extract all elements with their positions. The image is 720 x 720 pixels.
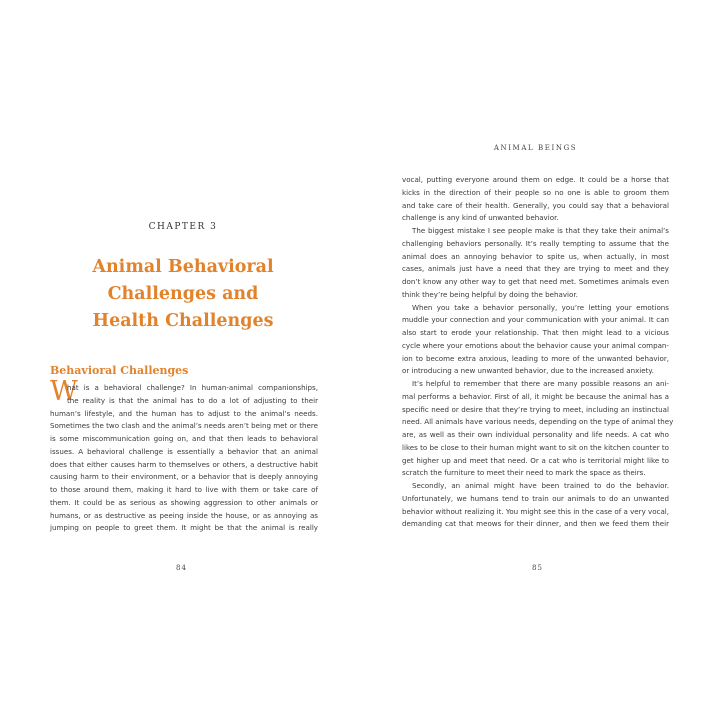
text-line: challenging behaviors personally. It’s really tempting to assume that the xyxy=(402,238,669,248)
text-line: Secondly, an animal might have been trained to do the behavior. xyxy=(412,481,669,490)
drop-cap: W xyxy=(50,376,78,407)
text-line: cycle where your emotions about the behavior cause your animal compan- xyxy=(402,340,669,350)
text-line: It’s helpful to remember that there are many possible reasons an ani- xyxy=(412,379,669,388)
text-line: causing harm to their environment, or a behavior that is deeply annoying xyxy=(50,472,318,482)
running-head: ANIMAL BEINGS xyxy=(493,144,578,152)
text-line: humans, or as destructive as peeing inside the house, or as annoying as xyxy=(50,510,318,520)
text-line: to those around them, making it hard to live with them or take care of xyxy=(50,485,318,494)
text-line: kicks in the direction of their people so no one is able to groom them xyxy=(402,187,669,197)
text-line: the reality is that the animal has to do a lot of adjusting to their xyxy=(67,395,318,405)
text-line: cases, animals just have a need that they are trying to meet and they xyxy=(402,264,669,274)
text-line: When you take a behavior personally, you’re letting your emotions xyxy=(412,302,669,312)
chapter-title xyxy=(48,254,318,335)
text-line: animal does an annoying behavior to spite us, when actually, in most xyxy=(402,251,669,261)
text-line: scratch the furniture to meet their need to mark the space as theirs. xyxy=(402,468,646,478)
text-line: mal performs a behavior. First of all, it might be because the animal has a xyxy=(402,391,669,401)
text-line: are, as well as their own individual personality and life needs. A cat who xyxy=(402,430,669,439)
text-line: likes to be close to their human might want to sit on the kitchen counter to xyxy=(402,442,670,452)
text-line: and take care of their health. Generally, you could say that a behavioral xyxy=(402,200,669,210)
chapter-title-line: Animal Behavioral xyxy=(92,257,274,277)
text-line: issues. A behavioral challenge is essentially a behavior that an animal xyxy=(50,446,318,456)
text-line: them. It could be as serious as showing aggression to other animals or xyxy=(50,497,318,507)
page-number: 85 xyxy=(532,564,543,572)
text-line: think they’re being helpful by doing the behavior. xyxy=(402,289,578,299)
right-body-text xyxy=(402,174,674,531)
text-line: human’s lifestyle, and the human has to adjust to the animal’s needs. xyxy=(50,408,318,418)
text-line: need. All animals have various needs, depending on the type of animal they xyxy=(402,417,674,427)
chapter-title-line: Challenges and xyxy=(107,284,259,304)
text-line: Sometimes the two clash and the animal’s needs aren’t being met or there xyxy=(50,421,318,431)
text-line: or introducing a new unwanted behavior, due to the increased anxiety. xyxy=(402,366,654,376)
text-line: Unfortunately, we humans tend to train our animals to do an unwanted xyxy=(402,493,669,503)
chapter-title-line: Health Challenges xyxy=(92,311,274,331)
text-line: demanding cat that meows for their dinner, and then we feed them their xyxy=(402,519,669,529)
text-line: muddle your connection and your communication with your animal. It can xyxy=(402,315,669,325)
text-line: get higher up and meet that need. Or a cat who is territorial might like to xyxy=(402,455,669,465)
text-line: hat is a behavioral challenge? In human-animal companionships, xyxy=(67,383,318,392)
text-line: also start to erode your relationship. That then might lead to a vicious xyxy=(402,328,669,337)
text-line: does that either causes harm to themselves or others, a destructive habit xyxy=(50,459,318,469)
text-line: behavior without realizing it. You might see this in the case of a very vocal, xyxy=(402,506,670,516)
chapter-label: CHAPTER 3 xyxy=(148,222,218,232)
text-line: challenge is any kind of unwanted behavior. xyxy=(402,213,559,223)
text-line: ion to become extra anxious, leading to more of the unwanted behavior, xyxy=(402,353,669,363)
left-body-text xyxy=(50,376,318,535)
text-line: specific need or desire that they’re trying to meet, including an instinctual xyxy=(402,404,669,414)
section-heading: Behavioral Challenges xyxy=(50,364,189,377)
text-line: The biggest mistake I see people make is that they take their animal’s xyxy=(412,226,669,235)
text-line: is some miscommunication going on, and that then leads to behavioral xyxy=(50,434,318,443)
text-line: jumping on people to greet them. It might be that the animal is really xyxy=(50,523,318,533)
text-line: don’t know any other way to get that need met. Sometimes animals even xyxy=(402,277,669,286)
text-line: vocal, putting everyone around them on edge. It could be a horse that xyxy=(402,175,669,184)
page-number: 84 xyxy=(176,564,187,572)
